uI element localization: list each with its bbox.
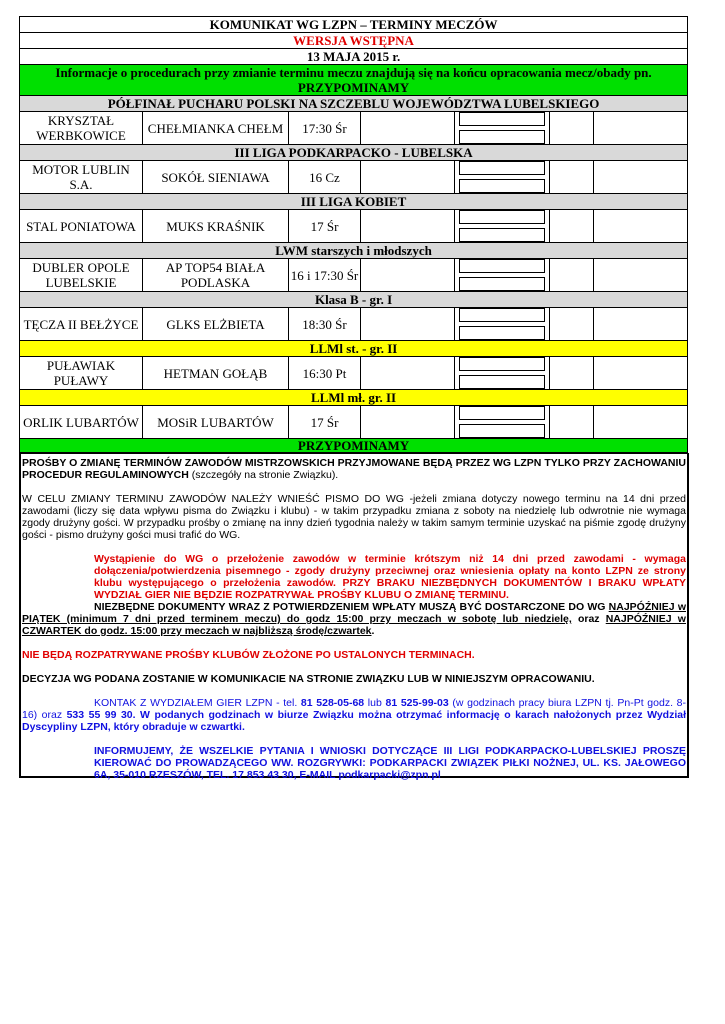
match-row <box>20 259 688 292</box>
rule-documents-b: NAJPÓŹNIEJ w PIĄTEK (minimum 7 dni przed terminem meczu) do godz 15:00 przy meczach w sobotę lub niedzielę, <box>22 601 686 625</box>
home-team: DUBLER OPOLE LUBELSKIE <box>20 259 143 292</box>
result-box <box>459 112 545 126</box>
home-team: TĘCZA II BEŁŻYCE <box>20 308 143 341</box>
document-date: 13 MAJA 2015 r. <box>20 49 688 65</box>
empty-cell <box>550 161 594 194</box>
result-box <box>459 308 545 322</box>
contact-text-c: W podanych godzinach w biurze Związku można otrzymać informację o karach nałożonych przez Wydział Dyscypliny LZPN, który obraduje w czwartki. <box>22 709 686 733</box>
reminder-notes <box>19 453 689 781</box>
result-box <box>459 161 545 175</box>
rule-decision: DECYZJA WG PODANA ZOSTANIE W KOMUNIKACIE NA STRONIE ZWIĄZKU LUB W NINIEJSZYM OPRACOWANIU. <box>22 673 595 685</box>
home-team: KRYSZTAŁ WERBKOWICE <box>20 112 143 145</box>
document-title: KOMUNIKAT WG LZPN – TERMINY MECZÓW <box>20 17 688 33</box>
result-box-cell <box>455 357 550 390</box>
result-box <box>459 357 545 371</box>
contact-phone-1: 81 528-05-68 <box>300 697 365 709</box>
result-box <box>459 277 545 291</box>
result-box <box>459 130 545 144</box>
contact-text-a: KONTAK Z WYDZIAŁEM GIER LZPN - tel. <box>94 697 301 709</box>
result-box-cell <box>455 112 550 145</box>
result-box-cell <box>455 210 550 243</box>
empty-cell <box>550 406 594 439</box>
empty-cell <box>550 259 594 292</box>
rule-documents-d: NAJPÓŹNIEJ w CZWARTEK do godz. 15:00 przy meczach w najbliższą środę/czwartek <box>22 613 686 637</box>
empty-cell <box>550 308 594 341</box>
empty-cell <box>361 161 455 194</box>
schedule-table <box>19 16 688 453</box>
home-team: ORLIK LUBARTÓW <box>20 406 143 439</box>
empty-cell <box>594 112 688 145</box>
section-title: LLMl mł. gr. II <box>20 390 688 406</box>
result-box-cell <box>455 406 550 439</box>
result-box-cell <box>455 308 550 341</box>
away-team: GLKS ELŻBIETA <box>143 308 289 341</box>
section-title: III LIGA PODKARPACKO - LUBELSKA <box>20 145 688 161</box>
empty-cell <box>594 210 688 243</box>
match-time: 16 Cz <box>289 161 361 194</box>
result-box <box>459 228 545 242</box>
away-team: MOSiR LUBARTÓW <box>143 406 289 439</box>
result-box <box>459 259 545 273</box>
result-box-cell <box>455 161 550 194</box>
result-box <box>459 424 545 438</box>
empty-cell <box>550 357 594 390</box>
away-team: MUKS KRAŚNIK <box>143 210 289 243</box>
empty-cell <box>594 308 688 341</box>
match-row <box>20 112 688 145</box>
result-box <box>459 406 545 420</box>
info-podkarpacki: INFORMUJEMY, ŻE WSZELKIE PYTANIA I WNIOSKI DOTYCZĄCE III LIGI PODKARPACKO-LUBELSKIEJ PROSZĘ KIEROWAĆ DO PROWADZĄCEGO WW. ROZGRYWKI: PODKARPACKI ZWIĄZEK PIŁKI NOŻNEJ, UL. KS. JAŁOWEGO 6A, 35-010 RZESZÓW, TEL. 17 853 43 30, E-MAIL podkarpacki@zpn.pl <box>94 745 686 781</box>
match-row <box>20 210 688 243</box>
result-box <box>459 326 545 340</box>
match-row <box>20 357 688 390</box>
empty-cell <box>361 308 455 341</box>
empty-cell <box>550 210 594 243</box>
empty-cell <box>594 259 688 292</box>
contact-phone-3: 533 55 99 30. <box>66 709 136 721</box>
document-frame <box>19 16 687 781</box>
contact-or: lub <box>364 697 386 709</box>
result-box <box>459 210 545 224</box>
empty-cell <box>594 406 688 439</box>
match-row <box>20 406 688 439</box>
result-box <box>459 179 545 193</box>
empty-cell <box>361 357 455 390</box>
match-time: 17 Śr <box>289 210 361 243</box>
home-team: STAL PONIATOWA <box>20 210 143 243</box>
rule-documents-a: NIEZBĘDNE DOKUMENTY WRAZ Z POTWIERDZENIEM WPŁATY MUSZĄ BYĆ DOSTARCZONE DO WG <box>94 601 609 613</box>
match-time: 18:30 Śr <box>289 308 361 341</box>
empty-cell <box>550 112 594 145</box>
empty-cell <box>361 112 455 145</box>
match-time: 17:30 Śr <box>289 112 361 145</box>
away-team: AP TOP54 BIAŁA PODLASKA <box>143 259 289 292</box>
section-title: III LIGA KOBIET <box>20 194 688 210</box>
section-title: PÓŁFINAŁ PUCHARU POLSKI NA SZCZEBLU WOJEWÓDZTWA LUBELSKIEGO <box>20 96 688 112</box>
version-label: WERSJA WSTĘPNA <box>20 33 688 49</box>
contact-text-b: (w godzinach pracy biura LZPN tj. Pn-Pt godz. 8-16) oraz <box>22 697 686 721</box>
rule-short-notice: Wystąpienie do WG o przełożenie zawodów w terminie krótszym niż 14 dni przed zawodami - wymaga dołączenia/potwierdzenia pisemnego - zgody drużyny przeciwnej oraz wniesienia opłaty na konto LZPN ze strony klubu występującego o przełożenia zawodów. PRZY BRAKU NIEZBĘDNYCH DOKUMENTÓW I BRAKU WPŁATY WYDZIAŁ GIER NIE BĘDZIE ROZPATRYWAŁ PROŚBY KLUBU O ZMIANĘ TERMINU. <box>94 553 686 601</box>
rule-late-requests: NIE BĘDĄ ROZPATRYWANE PROŚBY KLUBÓW ZŁOŻONE PO USTALONYCH TERMINACH. <box>22 649 475 661</box>
contact-phone-2: 81 525-99-03 <box>385 697 449 709</box>
section-title: LWM starszych i młodszych <box>20 243 688 259</box>
empty-cell <box>594 357 688 390</box>
section-title: Klasa B - gr. I <box>20 292 688 308</box>
home-team: PUŁAWIAK PUŁAWY <box>20 357 143 390</box>
away-team: SOKÓŁ SIENIAWA <box>143 161 289 194</box>
rule-documents-e: . <box>371 625 375 637</box>
rule-bold-intro: PROŚBY O ZMIANĘ TERMINÓW ZAWODÓW MISTRZOWSKICH PRZYJMOWANE BĘDĄ PRZEZ WG LZPN TYLKO PRZY ZACHOWANIU PROCEDUR REGULAMINOWYCH <box>22 457 686 481</box>
empty-cell <box>594 161 688 194</box>
match-time: 16 i 17:30 Śr <box>289 259 361 292</box>
home-team: MOTOR LUBLIN S.A. <box>20 161 143 194</box>
match-time: 16:30 Pt <box>289 357 361 390</box>
result-box <box>459 375 545 389</box>
empty-cell <box>361 406 455 439</box>
procedure-info: Informacje o procedurach przy zmianie terminu meczu znajdują się na końcu opracowania mecz/obady pn. PRZYPOMINAMY <box>20 65 688 96</box>
match-time: 17 Śr <box>289 406 361 439</box>
reminder-title: PRZYPOMINAMY <box>20 439 688 453</box>
rule-change-procedure: W CELU ZMIANY TERMINU ZAWODÓW NALEŻY WNIEŚĆ PISMO DO WG -jeżeli zmiana dotyczy nowego terminu na 14 dni przed zawodami (liczy się data wpływu pisma do Związku i klubu) - w takim przypadku zmiana z soboty na niedzielę lub odwrotnie nie wymaga zgody drużyny gości. W przypadku prośby o zmianę na inny dzień tygodnia należy w takim samym terminie uzyskać na piśmie zgodę drużyny gości - pismo drużyny gości musi trafić do WG. <box>22 493 686 541</box>
empty-cell <box>361 210 455 243</box>
section-title: LLMl st. - gr. II <box>20 341 688 357</box>
away-team: HETMAN GOŁĄB <box>143 357 289 390</box>
empty-cell <box>361 259 455 292</box>
result-box-cell <box>455 259 550 292</box>
match-row <box>20 161 688 194</box>
away-team: CHEŁMIANKA CHEŁM <box>143 112 289 145</box>
rule-intro-rest: (szczegóły na stronie Związku). <box>188 469 339 481</box>
match-row <box>20 308 688 341</box>
rule-documents-c: oraz <box>571 613 606 625</box>
